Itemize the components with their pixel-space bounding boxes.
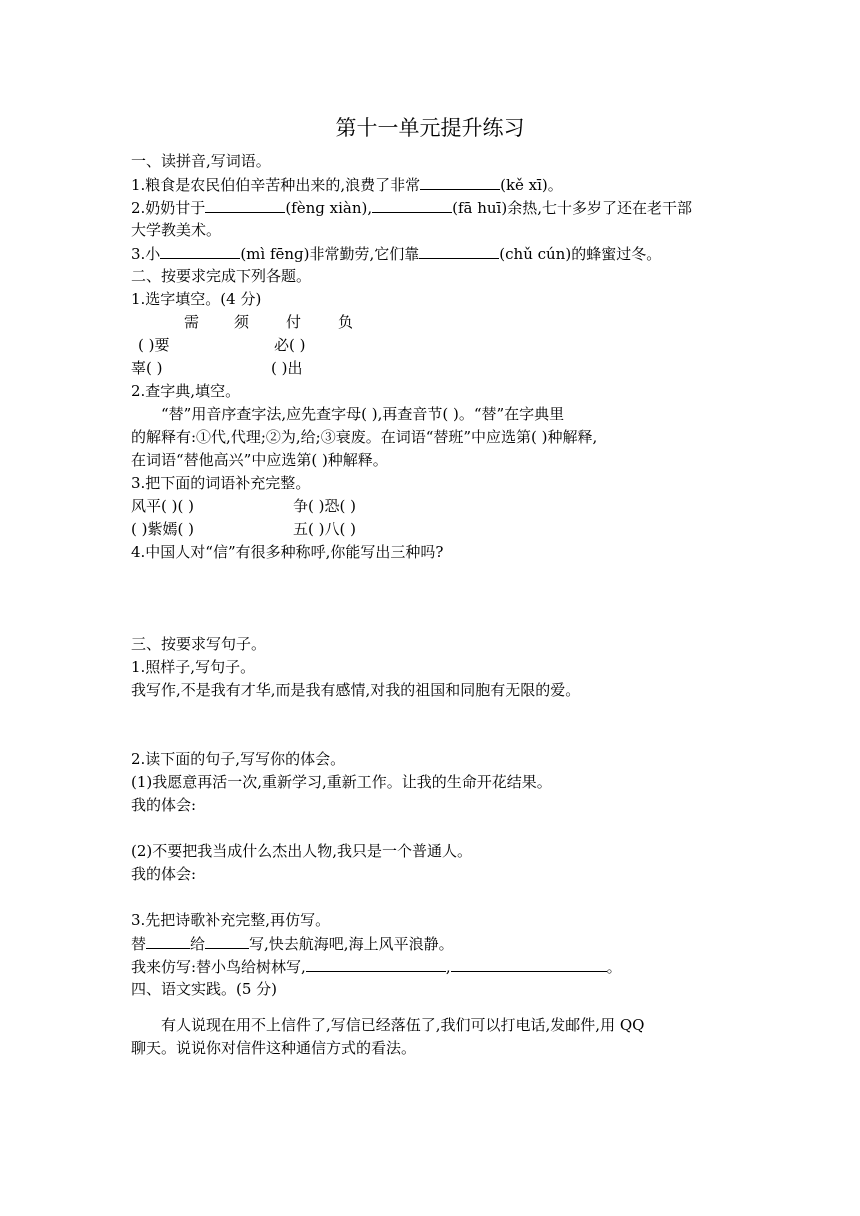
- char-choice-3: 付: [286, 313, 302, 331]
- answer-blank[interactable]: [146, 932, 190, 949]
- answer-blank[interactable]: [306, 955, 446, 972]
- fill-blank-3: 辜( ): [131, 359, 163, 377]
- example-sentence: 我写作,不是我有才华,而是我有感情,对我的祖国和同胞有无限的爱。: [131, 681, 581, 699]
- question-3-1: 1.照样子,写句子。: [131, 658, 256, 676]
- answer-blank[interactable]: [160, 242, 240, 259]
- sentence-1: (1)我愿意再活一次,重新学习,重新工作。让我的生命开花结果。: [131, 773, 552, 791]
- answer-blank[interactable]: [451, 955, 607, 972]
- idiom-1: 风平( )( ): [131, 497, 194, 515]
- answer-blank[interactable]: [372, 196, 452, 213]
- question-1-1: 1.粮食是农民伯伯辛苦种出来的,浪费了非常 (kě xī)。: [131, 173, 563, 196]
- page-title: 第十一单元提升练习: [335, 116, 525, 140]
- char-choice-2: 须: [234, 313, 250, 331]
- question-2-4: 4.中国人对“信”有很多种称呼,你能写出三种吗?: [131, 543, 444, 561]
- section-3-heading: 三、按要求写句子。: [131, 635, 267, 653]
- poem-line: 替 给 写,快去航海吧,海上风平浪静。: [131, 932, 454, 955]
- fill-blank-2: 必( ): [274, 336, 306, 354]
- section-1-heading: 一、读拼音,写词语。: [131, 152, 271, 170]
- answer-blank[interactable]: [419, 242, 499, 259]
- section-2-heading: 二、按要求完成下列各题。: [131, 267, 312, 285]
- fill-blank-4: ( )出: [271, 359, 303, 377]
- idiom-3: ( )紫嫣( ): [131, 520, 194, 538]
- question-2-1: 1.选字填空。(4 分): [131, 290, 262, 308]
- idiom-4: 五( )八( ): [293, 520, 356, 538]
- practice-text-1: 有人说现在用不上信件了,写信已经落伍了,我们可以打电话,发邮件,用 QQ: [161, 1016, 645, 1034]
- question-3-3: 3.先把诗歌补充完整,再仿写。: [131, 911, 331, 929]
- question-2-3: 3.把下面的词语补充完整。: [131, 474, 311, 492]
- char-choice-4: 负: [338, 313, 354, 331]
- answer-blank[interactable]: [420, 173, 500, 190]
- question-1-3: 3.小 (mì fēnɡ)非常勤劳,它们靠 (chǔ cún)的蜂蜜过冬。: [131, 242, 661, 265]
- practice-text-2: 聊天。说说你对信件这种通信方式的看法。: [131, 1039, 417, 1057]
- imitation-line: 我来仿写:替小鸟给树林写, , 。: [131, 955, 622, 978]
- answer-blank[interactable]: [205, 932, 249, 949]
- question-1-2: 2.奶奶甘于 (fènɡ xiàn), (fā huī)余热,七十多岁了还在老干部: [131, 196, 692, 219]
- fill-blank-1: ( )要: [138, 336, 170, 354]
- feeling-label-1: 我的体会:: [131, 796, 197, 814]
- feeling-label-2: 我的体会:: [131, 865, 197, 883]
- char-choice-1: 需: [184, 313, 200, 331]
- sentence-2: (2)不要把我当成什么杰出人物,我只是一个普通人。: [131, 842, 473, 860]
- idiom-2: 争( )恐( ): [293, 497, 356, 515]
- dictionary-text-3: 在词语“替他高兴”中应选第( )种解释。: [131, 451, 388, 469]
- question-1-2-cont: 大学教美术。: [131, 221, 222, 239]
- dictionary-text-2: 的解释有:①代,代理;②为,给;③衰废。在词语“替班”中应选第( )种解释,: [131, 428, 598, 446]
- question-3-2: 2.读下面的句子,写写你的体会。: [131, 750, 346, 768]
- dictionary-text-1: “替”用音序查字法,应先查字母( ),再查音节( )。“替”在字典里: [161, 405, 565, 423]
- answer-blank[interactable]: [205, 196, 285, 213]
- section-4-heading: 四、语文实践。(5 分): [131, 980, 278, 998]
- question-2-2: 2.查字典,填空。: [131, 382, 241, 400]
